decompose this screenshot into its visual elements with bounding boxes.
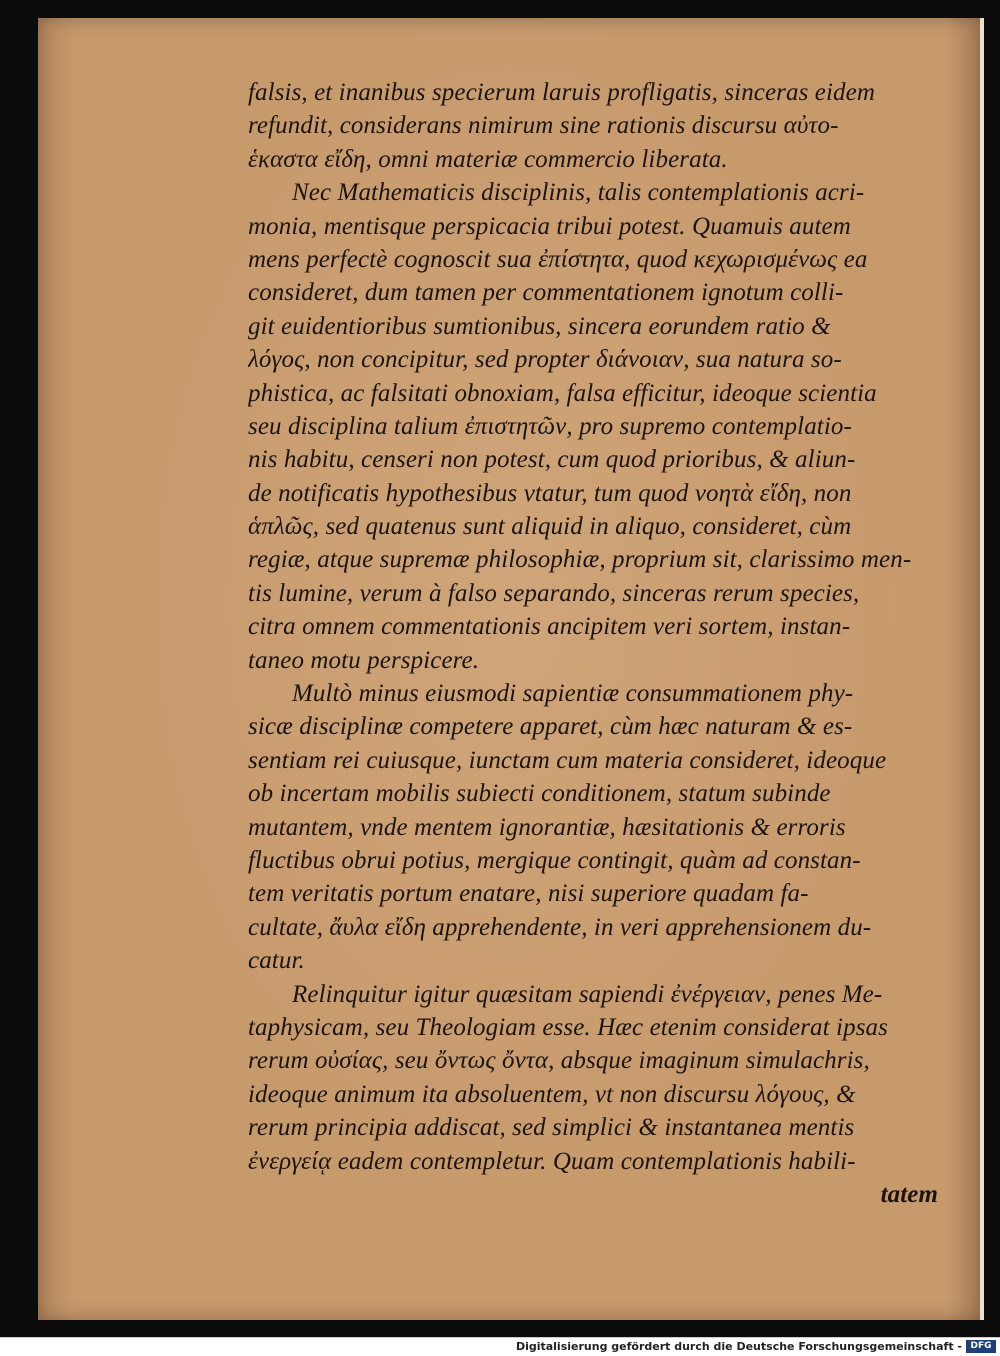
page-edge (980, 18, 984, 1320)
text-line: mens perfectè cognoscit sua ἐπίστητα, quod κεχωρισμένως ea (248, 245, 868, 273)
text-line: fluctibus obrui potius, mergique contingit, quàm ad constan- (248, 846, 861, 874)
text-line: Relinquitur igitur quæsitam sapiendi ἐνέργειαν, penes Me- (292, 980, 883, 1008)
text-line: rerum principia addiscat, sed simplici & instantanea mentis (248, 1114, 855, 1142)
text-line: ob incertam mobilis subiecti conditionem, statum subinde (248, 780, 831, 808)
text-line: regiæ, atque supremæ philosophiæ, proprium sit, clarissimo men- (248, 546, 912, 574)
text-line: mutantem, vnde mentem ignorantiæ, hæsitationis & erroris (248, 813, 846, 841)
text-line: nis habitu, censeri non potest, cum quod prioribus, & aliun- (248, 446, 856, 474)
dfg-logo-icon: DFG (966, 1340, 996, 1353)
text-line: taphysicam, seu Theologiam esse. Hæc etenim considerat ipsas (248, 1013, 888, 1041)
text-line: phistica, ac falsitati obnoxiam, falsa efficitur, ideoque scientia (248, 379, 877, 407)
text-line: cultate, ἄυλα εἴδη apprehendente, in veri apprehensionem du- (248, 913, 872, 941)
text-line: tem veritatis portum enatare, nisi superiore quadam fa- (248, 880, 809, 908)
text-line: rerum οὐσίας, seu ὄντως ὄντα, absque imaginum simulachris, (248, 1047, 870, 1075)
catchword: tatem (880, 1180, 938, 1208)
text-line: λόγος, non concipitur, sed propter διάνοιαν, sua natura so- (248, 346, 842, 374)
text-line: Multò minus eiusmodi sapientiæ consummationem phy- (292, 680, 854, 708)
text-line: consideret, dum tamen per commentationem ignotum colli- (248, 279, 844, 307)
text-line: ἁπλῶς, sed quatenus sunt aliquid in aliquo, consideret, cùm (248, 513, 852, 541)
text-line: catur. (248, 947, 305, 975)
text-line: de notificatis hypothesibus vtatur, tum quod νοητὰ εἴδη, non (248, 479, 852, 507)
book-page (38, 18, 984, 1320)
text-line: Nec Mathematicis disciplinis, talis contemplationis acri- (292, 179, 865, 207)
text-line: falsis, et inanibus specierum laruis profligatis, sinceras eidem (248, 79, 875, 106)
text-line: ideoque animum ita absoluentem, vt non discursu λόγους, & (248, 1080, 856, 1108)
text-line: sicæ disciplinæ competere apparet, cùm hæc naturam & es- (248, 713, 853, 741)
text-line: refundit, considerans nimirum sine rationis discursu αὐτο- (248, 112, 839, 140)
text-line: citra omnem commentationis ancipitem veri sortem, instan- (248, 613, 851, 641)
text-line: monia, mentisque perspicacia tribui potest. Quamuis autem (248, 212, 851, 240)
text-line: seu disciplina talium ἐπιστητῶν, pro supremo contemplatio- (248, 412, 852, 440)
text-line: ἐνεργείᾳ eadem contempletur. Quam contemplationis habili- (248, 1147, 856, 1175)
text-line: tis lumine, verum à falso separando, sinceras rerum species, (248, 579, 860, 607)
text-line: git euidentioribus sumtionibus, sincera eorundem ratio & (248, 312, 831, 340)
text-line: sentiam rei cuiusque, iunctam cum materia consideret, ideoque (248, 746, 887, 774)
digitization-footer (0, 1337, 1000, 1356)
page-text (248, 76, 938, 1211)
text-line: taneo motu perspicere. (248, 646, 480, 674)
text-line: ἑκαστα εἴδη, omni materiæ commercio liberata. (248, 145, 728, 173)
footer-credit: Digitalisierung gefördert durch die Deutsche Forschungsgemeinschaft - (515, 1340, 962, 1353)
